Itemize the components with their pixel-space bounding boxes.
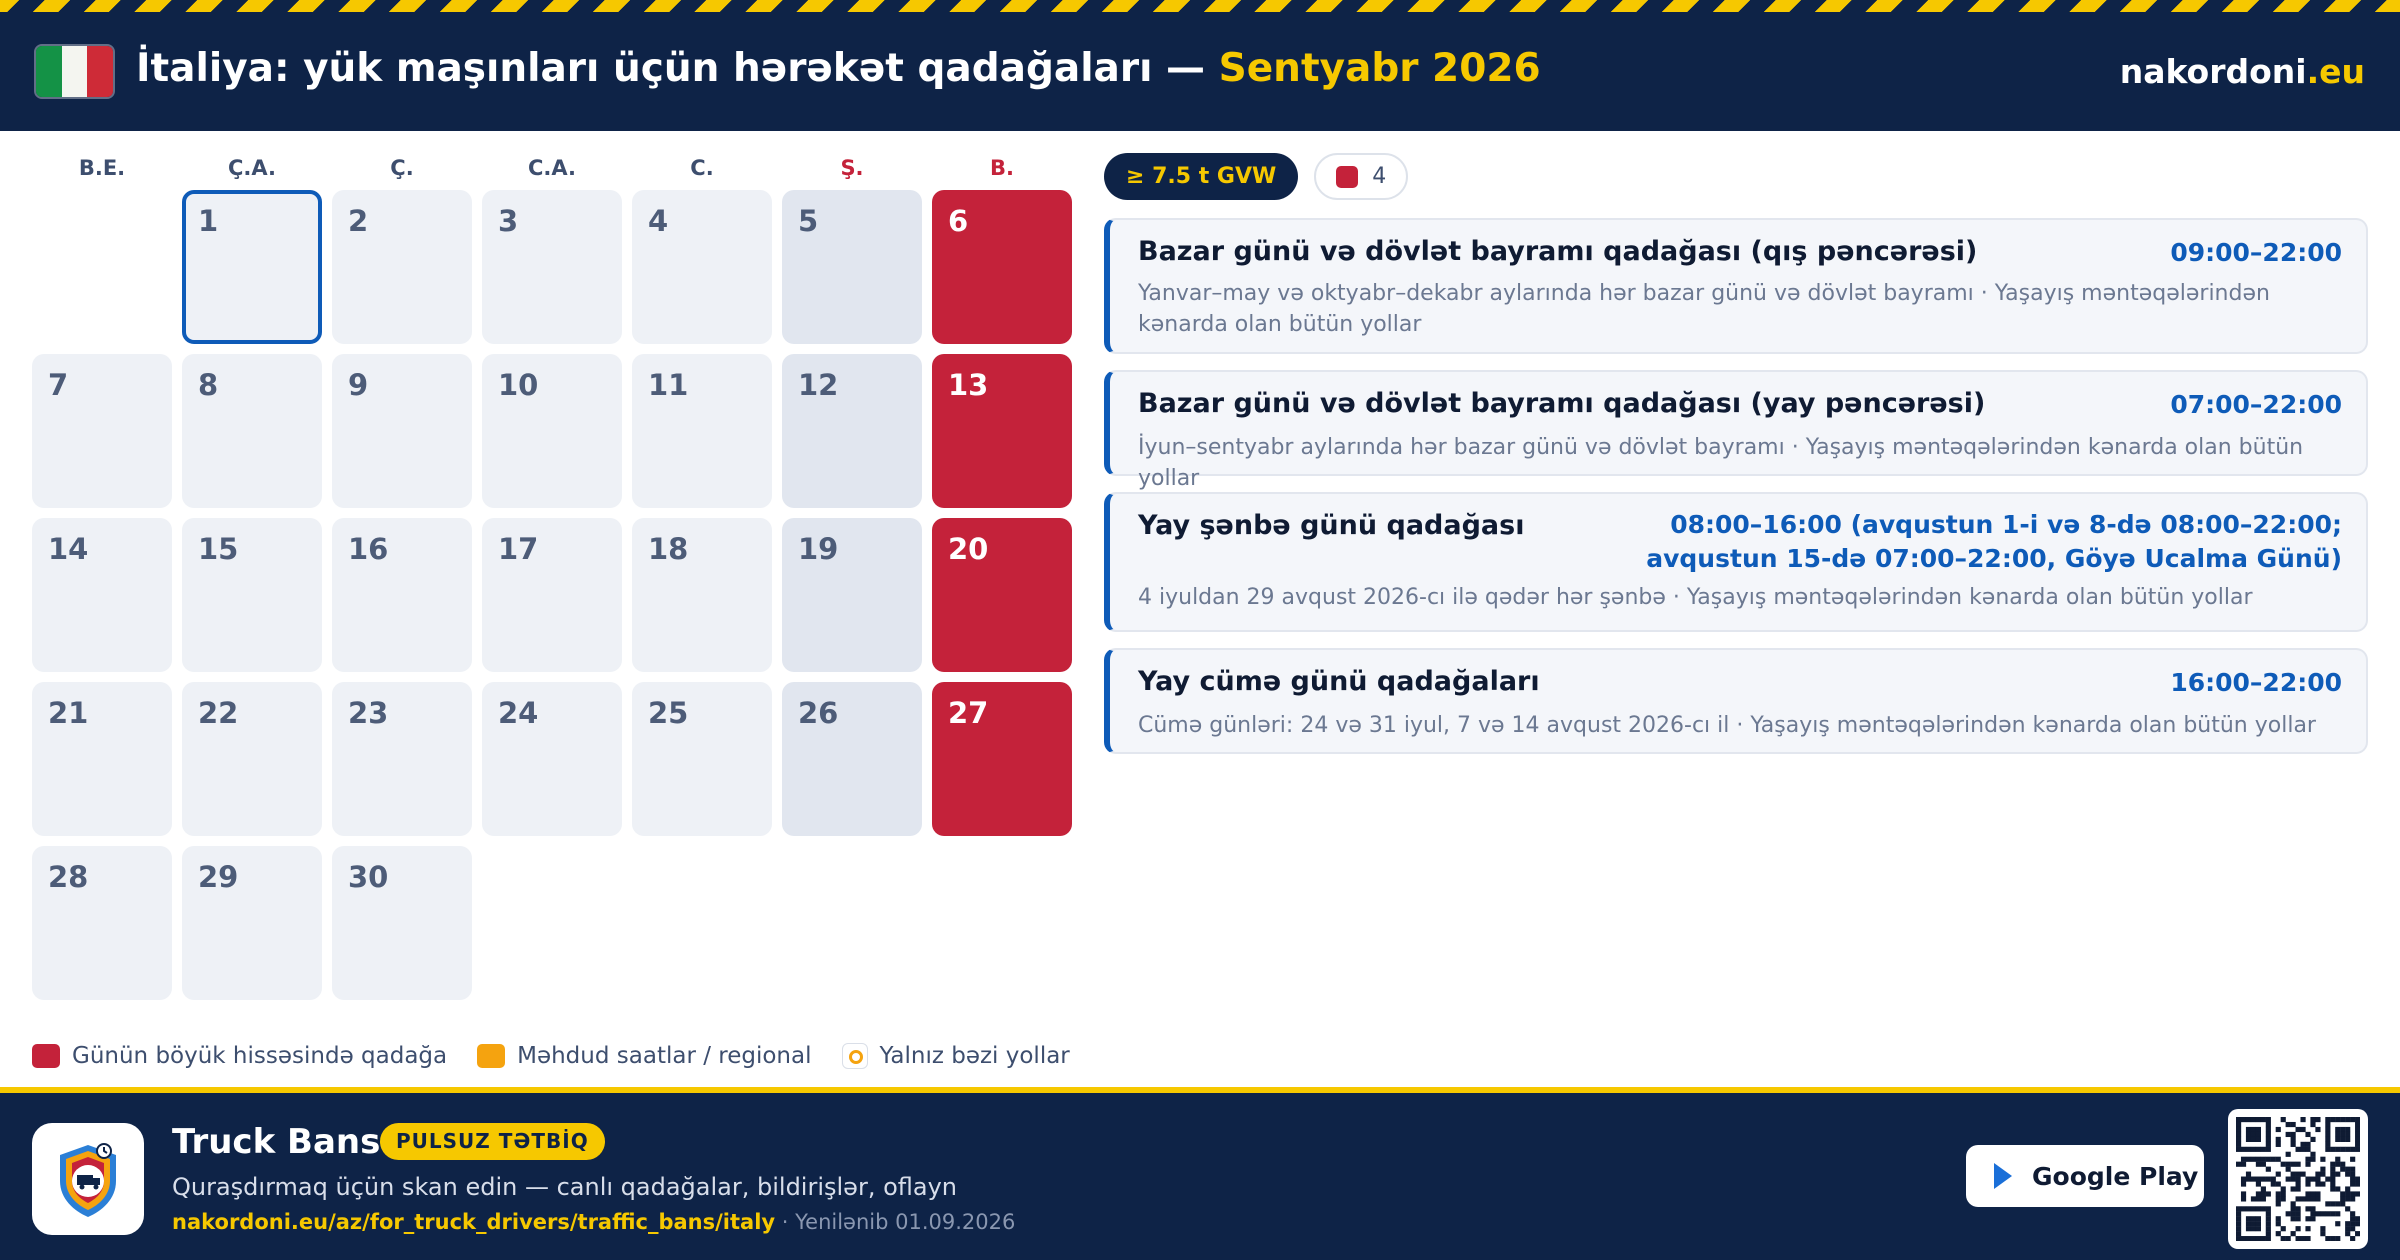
day-number: 2	[348, 204, 369, 238]
weekday-label: Ş.	[840, 156, 864, 180]
day-number: 11	[648, 368, 689, 402]
ban-count-chip[interactable]	[1314, 153, 1408, 200]
day-number: 23	[348, 696, 389, 730]
day-number: 10	[498, 368, 539, 402]
filter-chips	[1104, 153, 1408, 200]
calendar-day-15[interactable]	[182, 518, 322, 672]
google-play-button[interactable]	[1966, 1145, 2204, 1207]
day-number: 17	[498, 532, 539, 566]
day-number: 21	[48, 696, 89, 730]
legend-item-limited	[477, 1043, 811, 1069]
day-number: 12	[798, 368, 839, 402]
page-title	[136, 46, 1541, 91]
rule-name: Bazar günü və dövlət bayramı qadağası (yay pəncərəsi)	[1138, 388, 1986, 419]
day-number: 13	[948, 368, 989, 402]
day-number: 9	[348, 368, 369, 402]
calendar-day-10[interactable]	[482, 354, 622, 508]
brand-name: nakordoni	[2119, 52, 2307, 91]
rule-time: 09:00–22:00	[2170, 238, 2342, 267]
updated-date: · Yenilənib 01.09.2026	[775, 1210, 1016, 1234]
play-store-icon	[1994, 1163, 2012, 1189]
brand-logo[interactable]	[2120, 52, 2365, 91]
calendar-day-13[interactable]	[932, 354, 1072, 508]
calendar-day-24[interactable]	[482, 682, 622, 836]
calendar-day-7[interactable]	[32, 354, 172, 508]
day-number: 26	[798, 696, 839, 730]
calendar-day-22[interactable]	[182, 682, 322, 836]
month-calendar	[32, 150, 1072, 1000]
rule-time: 16:00–22:00	[2170, 668, 2342, 697]
truck-shield-icon[interactable]	[32, 1123, 144, 1235]
weekday-label: C.	[690, 156, 714, 180]
day-number: 16	[348, 532, 389, 566]
day-number: 6	[948, 204, 969, 238]
gvw-chip[interactable]: ≥ 7.5 t GVW	[1104, 153, 1298, 200]
brand-tld: .eu	[2306, 52, 2365, 91]
calendar-day-6[interactable]	[932, 190, 1072, 344]
day-number: 24	[498, 696, 539, 730]
day-number: 19	[798, 532, 839, 566]
red-square-icon	[1336, 166, 1358, 188]
weekday-label: C.A.	[527, 156, 576, 180]
day-number: 27	[948, 696, 989, 730]
day-number: 25	[648, 696, 689, 730]
free-app-badge: PULSUZ TƏTBİQ	[380, 1123, 605, 1160]
ban-count: 4	[1372, 164, 1387, 189]
calendar-day-3[interactable]	[482, 190, 622, 344]
rule-card[interactable]	[1104, 218, 2368, 354]
rule-description: İyun–sentyabr aylarında hər bazar günü və dövlət bayramı · Yaşayış məntəqələrindən kənarda olan bütün yollar	[1138, 435, 2304, 491]
day-number: 5	[798, 204, 819, 238]
weekday-label: B.	[990, 156, 1014, 180]
calendar-day-25[interactable]	[632, 682, 772, 836]
italy-flag-icon	[34, 44, 115, 99]
google-play-label: Google Play	[2032, 1161, 2199, 1191]
calendar-day-4[interactable]	[632, 190, 772, 344]
weekday-header	[32, 150, 1072, 186]
calendar-day-16[interactable]	[332, 518, 472, 672]
calendar-day-9[interactable]	[332, 354, 472, 508]
calendar-grid	[32, 190, 1072, 1000]
legend-item-full-day	[32, 1043, 447, 1069]
calendar-day-19[interactable]	[782, 518, 922, 672]
page-title-month: Sentyabr 2026	[1218, 46, 1541, 91]
calendar-day-23[interactable]	[332, 682, 472, 836]
day-number: 18	[648, 532, 689, 566]
rule-name: Yay cümə günü qadağaları	[1138, 666, 1540, 697]
legend	[32, 1043, 1100, 1069]
calendar-blank-cell	[32, 190, 172, 344]
day-number: 28	[48, 860, 89, 894]
calendar-day-27[interactable]	[932, 682, 1072, 836]
legend-label: Yalnız bəzi yollar	[879, 1043, 1070, 1069]
rule-card[interactable]	[1104, 648, 2368, 754]
day-number: 7	[48, 368, 69, 402]
calendar-day-12[interactable]	[782, 354, 922, 508]
app-description: Quraşdırmaq üçün skan edin — canlı qadağalar, bildirişlər, oflayn	[172, 1173, 957, 1201]
calendar-day-17[interactable]	[482, 518, 622, 672]
red-swatch-icon	[32, 1044, 60, 1068]
day-number: 30	[348, 860, 389, 894]
app-name: Truck Bans	[172, 1122, 381, 1162]
rule-card[interactable]	[1104, 370, 2368, 491]
app-link[interactable]: nakordoni.eu/az/for_truck_drivers/traffic_bans/italy	[172, 1210, 776, 1234]
rule-card[interactable]	[1104, 492, 2368, 632]
header-bar	[0, 0, 2400, 131]
weekday-label: Ç.	[390, 156, 414, 180]
day-number: 8	[198, 368, 219, 402]
rule-time: 08:00–16:00 (avqustun 1-i və 8-də 08:00–22:00; avqustun 15-də 07:00–22:00, Göyə Ucalma Günü)	[1646, 510, 2342, 573]
calendar-day-21[interactable]	[32, 682, 172, 836]
legend-item-some-roads	[842, 1043, 1070, 1069]
orange-ring-icon	[842, 1043, 868, 1069]
calendar-day-18[interactable]	[632, 518, 772, 672]
day-number: 4	[648, 204, 669, 238]
page-title-main: İtaliya: yük maşınları üçün hərəkət qadağaları —	[136, 46, 1206, 91]
calendar-day-28[interactable]	[32, 846, 172, 1000]
qr-code-icon[interactable]	[2228, 1109, 2368, 1249]
legend-label: Məhdud saatlar / regional	[517, 1043, 812, 1069]
calendar-day-14[interactable]	[32, 518, 172, 672]
calendar-day-5[interactable]	[782, 190, 922, 344]
calendar-day-1[interactable]	[182, 190, 322, 344]
day-number: 14	[48, 532, 89, 566]
calendar-day-20[interactable]	[932, 518, 1072, 672]
hazard-stripe	[0, 0, 2400, 12]
app-url-line	[172, 1210, 1015, 1234]
day-number: 15	[198, 532, 239, 566]
day-number: 29	[198, 860, 239, 894]
rule-description: Cümə günləri: 24 və 31 iyul, 7 və 14 avqust 2026-cı il · Yaşayış məntəqələrindən kənarda olan bütün yollar	[1138, 713, 2316, 738]
calendar-day-26[interactable]	[782, 682, 922, 836]
day-number: 22	[198, 696, 239, 730]
calendar-day-30[interactable]	[332, 846, 472, 1000]
rule-time: 07:00–22:00	[2170, 390, 2342, 419]
rule-name: Yay şənbə günü qadağası	[1138, 510, 1525, 541]
rule-description: Yanvar–may və oktyabr–dekabr aylarında hər bazar günü və dövlət bayramı · Yaşayış məntəqələrindən kənarda olan bütün yollar	[1138, 281, 2270, 337]
calendar-day-2[interactable]	[332, 190, 472, 344]
day-number: 20	[948, 532, 989, 566]
calendar-day-11[interactable]	[632, 354, 772, 508]
legend-label: Günün böyük hissəsində qadağa	[72, 1043, 448, 1069]
day-number: 3	[498, 204, 519, 238]
calendar-day-8[interactable]	[182, 354, 322, 508]
rule-description: 4 iyuldan 29 avqust 2026-cı ilə qədər hər şənbə · Yaşayış məntəqələrindən kənarda olan bütün yollar	[1138, 585, 2253, 610]
orange-swatch-icon	[477, 1044, 505, 1068]
rule-name: Bazar günü və dövlət bayramı qadağası (qış pəncərəsi)	[1138, 236, 1978, 267]
day-number: 1	[198, 204, 219, 238]
app-promo-footer	[0, 1093, 2400, 1260]
calendar-day-29[interactable]	[182, 846, 322, 1000]
weekday-label: Ç.A.	[227, 156, 276, 180]
weekday-label: B.E.	[78, 156, 126, 180]
